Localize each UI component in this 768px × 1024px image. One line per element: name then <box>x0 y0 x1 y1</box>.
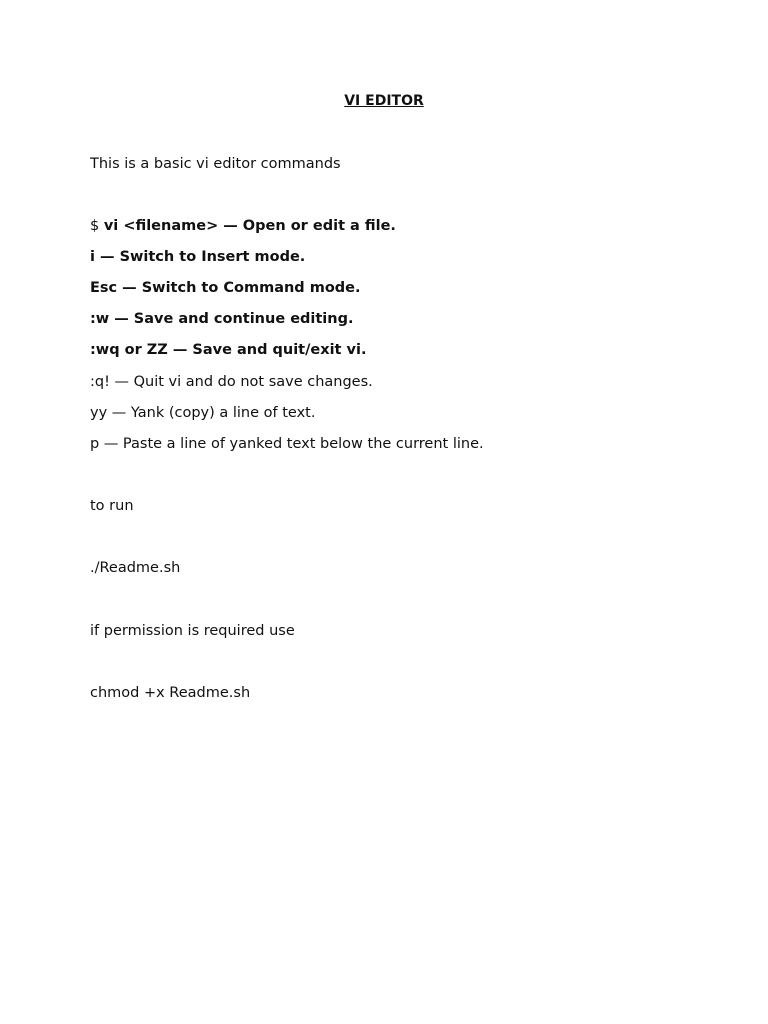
command-yank: yy — Yank (copy) a line of text. <box>90 405 316 421</box>
intro-text: This is a basic vi editor commands <box>90 156 341 172</box>
permission-label: if permission is required use <box>90 623 295 639</box>
command-command-mode: Esc — Switch to Command mode. <box>90 280 361 296</box>
command-quit-no-save: :q! — Quit vi and do not save changes. <box>90 374 373 390</box>
run-command: ./Readme.sh <box>90 560 181 576</box>
command-save-continue: :w — Save and continue editing. <box>90 311 354 327</box>
shell-prompt: $ <box>90 218 104 234</box>
command-vi-open <box>90 217 396 235</box>
command-text: vi <filename> — Open or edit a file. <box>103 218 396 234</box>
command-insert-mode: i — Switch to Insert mode. <box>90 249 306 265</box>
run-label: to run <box>90 498 134 514</box>
permission-command: chmod +x Readme.sh <box>90 685 251 701</box>
document-title: VI EDITOR <box>344 93 424 109</box>
command-paste: p — Paste a line of yanked text below the current line. <box>90 436 484 452</box>
command-save-quit: :wq or ZZ — Save and quit/exit vi. <box>90 342 367 358</box>
